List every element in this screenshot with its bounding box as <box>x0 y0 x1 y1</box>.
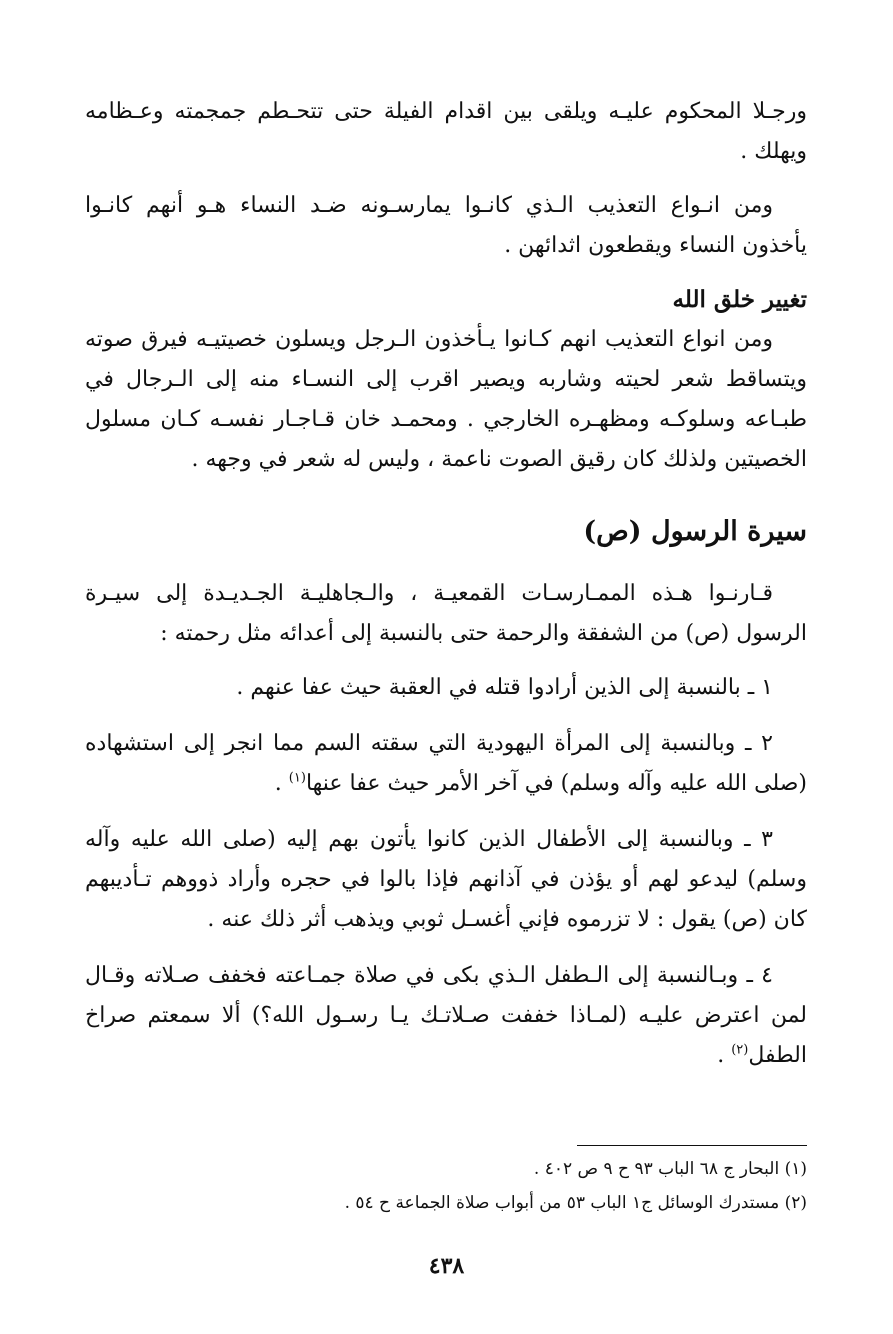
paragraph-2: ومن انـواع التعذيب الـذي كانـوا يمارسـونه ضـد النساء هـو أنهم كانـوا يأخذون النساء ويقطعون اثدائهن . <box>85 193 807 258</box>
paragraph-1: ورجـلا المحكوم عليـه ويلقى بين اقدام الفيلة حتى تتحـطم جمجمته وعـظامه ويهلك . <box>85 99 807 164</box>
footnote-ref-2[interactable]: (٢) <box>731 1042 749 1058</box>
paragraph-4: قـارنـوا هـذه الممـارسـات القمعيـة ، والـجاهليـة الجـديـدة إلى سيـرة الرسول (ص) من الشفقة والرحمة حتى بالنسبة إلى أعدائه مثل رحمته : <box>85 581 807 646</box>
numbered-item-tail: . <box>274 771 289 796</box>
section-heading-change-creation: تغيير خلق الله <box>672 286 807 313</box>
numbered-item-text: ٢ ـ وبالنسبة إلى المرأة اليهودية التي سقته السم مما انجر إلى استشهاده (صلى الله عليه وآله وسلم) في آخر الأمر حيث عفا عنها <box>85 731 807 796</box>
footnote-divider <box>577 1145 807 1146</box>
numbered-item-1 <box>85 668 807 708</box>
footnote-2: (٢) مستدرك الوسائل ج١ الباب ٥٣ من أبواب صلاة الجماعة ح ٥٤ . <box>344 1193 807 1213</box>
numbered-item-text: ٣ ـ وبالنسبة إلى الأطفال الذين كانوا يأتون بهم إليه (صلى الله عليه وآله وسلم) ليدعو لهم أو يؤذن في آذانهم فإذا بالوا في حجره وأراد ذووهم تـأديبهم كان (ص) يقول : لا تزرموه فإني أغسـل ثوبي ويذهب أثر ذلك عنه . <box>85 827 807 932</box>
page-number: ٤٣٨ <box>428 1253 465 1279</box>
numbered-item-text: ٤ ـ وبـالنسبة إلى الـطفل الـذي بكى في صلاة جمـاعته فخفف صـلاته وقـال لمن اعترض عليـه (لمـاذا خففت صـلاتـك يـا رسـول الله؟) ألا سمعتم صراخ الطفل <box>85 963 807 1068</box>
footnote-1: (١) البحار ج ٦٨ الباب ٩٣ ح ٩ ص ٤٠٢ . <box>533 1159 807 1179</box>
numbered-item-3 <box>85 820 807 940</box>
numbered-item-tail: . <box>717 1043 732 1068</box>
footnotes <box>85 1152 807 1220</box>
paragraph-3: ومن انواع التعذيب انهم كـانوا يـأخذون الـرجل ويسلون خصيتيـه فيرق صوته ويتساقط شعر لحيته وشاربه ويصير اقرب إلى النسـاء منه إلى الـرجال في طبـاعه وسلوكـه ومظهـره الخارجي . ومحمـد خان قـاجـار نفسـه كـان مسلول الخصيتين ولذلك كان رقيق الصوت ناعمة ، وليس له شعر في وجهه . <box>85 327 807 472</box>
numbered-item-2 <box>85 724 807 804</box>
numbered-item-4 <box>85 956 807 1076</box>
section-heading-prophet-biography: سيرة الرسول (ص) <box>583 516 807 547</box>
page-body <box>85 92 807 1092</box>
footnote-ref-1[interactable]: (١) <box>288 770 306 786</box>
numbered-item-text: ١ ـ بالنسبة إلى الذين أرادوا قتله في العقبة حيث عفا عنهم . <box>236 675 773 700</box>
